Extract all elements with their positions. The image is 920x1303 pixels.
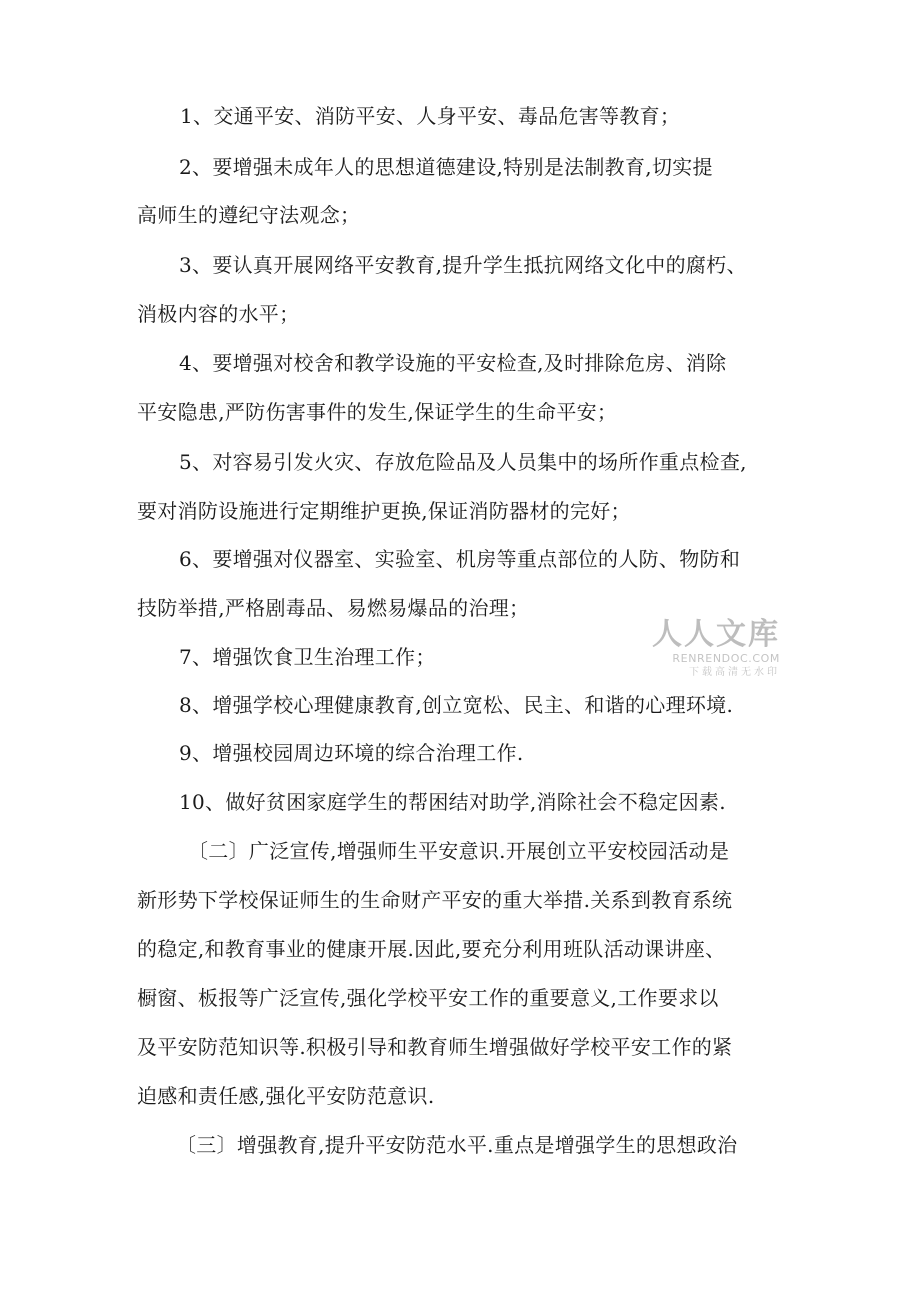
doc-line: 平安隐患,严防伤害事件的发生,保证学生的生命平安；: [137, 400, 618, 424]
doc-line: 的稳定,和教育事业的健康开展.因此,要充分利用班队活动课讲座、: [137, 937, 726, 961]
watermark-title: 人人文库: [652, 617, 780, 652]
doc-line: 6、要增强对仪器室、实验室、机房等重点部位的人防、物防和: [179, 547, 741, 571]
doc-line: 10、做好贫困家庭学生的帮困结对助学,消除社会不稳定因素.: [179, 790, 726, 814]
watermark: [640, 618, 780, 679]
doc-line: 消极内容的水平；: [137, 302, 300, 326]
doc-line: 3、要认真开展网络平安教育,提升学生抵抗网络文化中的腐朽、: [179, 253, 747, 277]
doc-line: 橱窗、板报等广泛宣传,强化学校平安工作的重要意义,工作要求以: [137, 986, 719, 1010]
watermark-subtitle: 下载高清无水印: [689, 667, 780, 678]
doc-line: 9、增强校园周边环境的综合治理工作.: [179, 741, 524, 765]
doc-line: 5、对容易引发火灾、存放危险品及人员集中的场所作重点检查,: [179, 450, 747, 474]
doc-line: 4、要增强对校舍和教学设施的平安检查,及时排除危房、消除: [179, 351, 727, 375]
watermark-domain: RENRENDOC.COM: [672, 652, 780, 665]
doc-line: 及平安防范知识等.积极引导和教育师生增强做好学校平安工作的紧: [137, 1035, 733, 1059]
doc-line: 2、要增强未成年人的思想道德建设,特别是法制教育,切实提: [179, 155, 713, 179]
doc-line: 要对消防设施进行定期维护更换,保证消防器材的完好；: [137, 499, 631, 523]
doc-line: 7、增强饮食卫生治理工作；: [179, 645, 436, 669]
doc-line: 〔二〕广泛宣传,增强师生平安意识.开展创立平安校园活动是: [188, 839, 730, 863]
doc-line: 迫感和责任感,强化平安防范意识.: [137, 1084, 435, 1108]
doc-line: 〔三〕增强教育,提升平安防范水平.重点是增强学生的思想政治: [176, 1133, 738, 1157]
doc-line: 技防举措,严格剧毒品、易燃易爆品的治理；: [137, 596, 530, 620]
doc-line: 1、交通平安、消防平安、人身平安、毒品危害等教育；: [180, 104, 681, 128]
doc-line: 新形势下学校保证师生的生命财产平安的重大举措.关系到教育系统: [137, 888, 733, 912]
doc-line: 8、增强学校心理健康教育,创立宽松、民主、和谐的心理环境.: [179, 693, 734, 717]
doc-line: 高师生的遵纪守法观念；: [137, 203, 361, 227]
